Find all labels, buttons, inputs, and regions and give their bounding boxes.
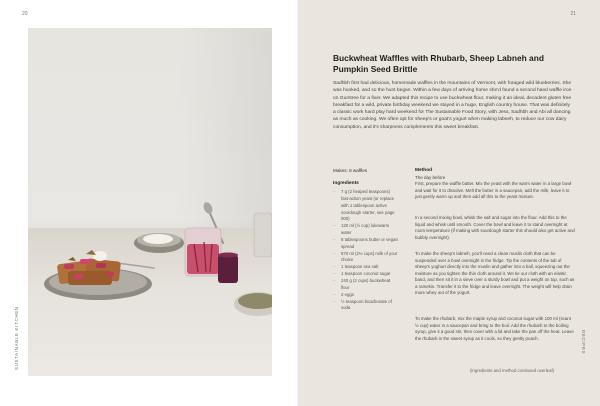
left-running-head: SUSTAINABLE KITCHEN [14, 306, 19, 370]
continued-note: (ingredients and method continued overleaf) [470, 368, 555, 373]
method-step: To make the rhubarb, mix the maple syrup and coconut sugar with 100 ml (scant ½ cup) water in a saucepan and bring to the boil. Add the rhubarb to the boiling syrup, give it a good stir, then cover with a lid and take the pan off the heat. Leave the rhubarb in the sweet syrup as it cools, so they gently poach. [415, 316, 574, 341]
syrup-glass [218, 255, 238, 283]
ingredient-item: – 2 eggs [333, 292, 399, 299]
method-subheading: The day before [415, 174, 446, 180]
yield-text: Makes: 8 waffles [333, 168, 368, 173]
rhubarb-piece [64, 264, 74, 269]
food-illustration [28, 28, 272, 376]
spoon-bowl [202, 201, 214, 215]
recipe-photo [28, 28, 272, 376]
right-page-number: 21 [570, 11, 576, 17]
method-step: In a second mixing bowl, whisk the salt and sugar into the flour. Add this to the liquid and whisk until smooth. Cover the bowl and leave it to stand overnight at room temperature (if making with sourdough starter this should also get active and bubbly overnight). [415, 215, 575, 240]
ingredient-item: – 240 g (2 cups) buckwheat flour [333, 278, 399, 292]
ingredient-item: – 8 tablespoons butter or vegan spread [333, 237, 399, 251]
ingredient-item: – ½ teaspoon bicarbonate of soda [333, 299, 399, 313]
ingredients-list [333, 189, 399, 312]
ingredient-item: – 1 teaspoon sea salt [333, 264, 399, 271]
right-running-head: RECIPES [581, 330, 586, 355]
ingredient-item: – 120 ml (½ cup) lukewarm water [333, 223, 399, 237]
ingredient-item: – 1 teaspoon coconut sugar [333, 271, 399, 278]
glass-jar [254, 213, 272, 257]
rhubarb-piece [106, 272, 114, 276]
method-step: First, prepare the waffle batter. Mix the yeast with the warm water in a large bowl and wait for it to dissolve. Melt the butter in a saucepan, add the milk, leave it to just gently warm up and then add all this to the yeast mixture. [415, 181, 572, 199]
recipe-title: Buckwheat Waffles with Rhubarb, Sheep Labneh and Pumpkin Seed Brittle [333, 53, 544, 74]
rhubarb-in-jar [187, 244, 219, 274]
labneh-dollop [93, 251, 107, 261]
ingredient-item: – 570 ml (2⅓ cups) milk of your choice [333, 251, 399, 265]
rhubarb-piece [74, 274, 83, 279]
labneh [143, 234, 173, 244]
brittle-piece [86, 250, 96, 255]
syrup-surface [218, 253, 238, 258]
method-heading: Method [415, 168, 433, 173]
left-page-number: 20 [22, 11, 28, 17]
ingredient-item: – 7 g (2 heaped teaspoons) fast-action yeast (or replace with 1 tablespoon active sourdough starter, see page 000) [333, 189, 399, 223]
ingredients-heading: Ingredients [333, 181, 359, 186]
brittle-piece [68, 257, 76, 261]
rhubarb-piece [96, 263, 106, 268]
rhubarb-piece [80, 259, 92, 264]
method-step: To make the sheep's labneh, you'll need a clean muslin cloth that can be suspended over a bowl overnight in the fridge. Tip the contents of the tub of sheep's yoghurt directly into the muslin and gather into a ball, squeezing out the moisture as you tighten the thin cloth around it. We tie our cloth with an elastic band, and then sit it in a sieve over a sturdy bowl and put a weight on top, such as a ramekin. Transfer it to the fridge and leave overnight. The weight will help drain more whey out of the yogurt. [415, 251, 575, 295]
recipe-intro: Sadhbh first had delicious, homemade waffles in the mountains of Vermont, with foraged wild blueberries. She was hooked, and so the hunt began. Within a few days of arriving home she'd found a second hand waffle iron on Gumtree for a fiver. We adapted this recipe to use buckwheat flour, making it an ideal, decadent gluten free breakfast for a wild, private birthday weekend we stayed in a huge, English country house. That was definitely a classic work hard play hard weekend for The Sustainable Food Story, with Jess, Sadhbh and Abi all dancing as much as cooking. We often opt for sheep's or goat's yogurt when making labneh, to reduce our cow dairy consumption, and it's sharpness complements this sweet breakfast. [333, 81, 572, 130]
